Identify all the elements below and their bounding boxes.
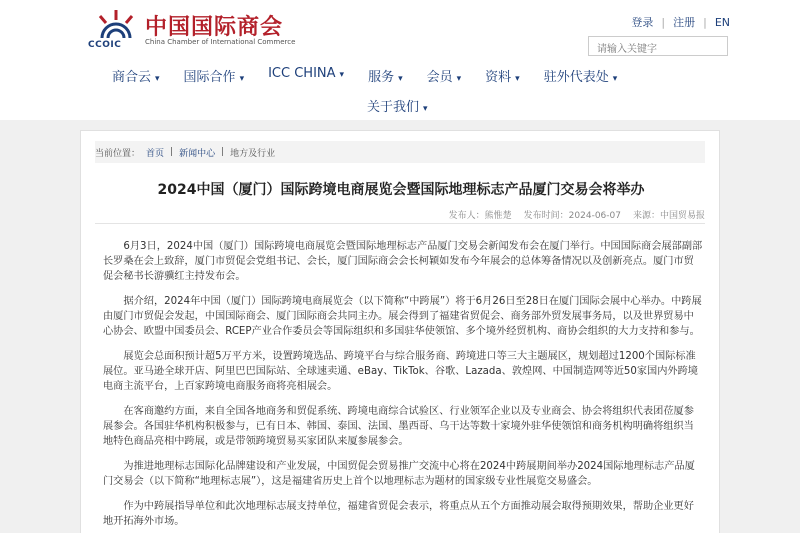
article-paragraph: 为推进地理标志国际化品牌建设和产业发展，中国贸促会贸易推广交流中心将在2024中跨展期间举办2024国际地理标志产品厦门交易会（以下简称“地理标志展”），这是福建省历史上首个以地理标志为题材的国家级专业性展览交易盛会。 [103,461,695,487]
main-nav-row2 [355,96,440,115]
nav-label: 资料 [485,70,512,85]
main-nav [100,66,629,85]
nav-label: 会员 [426,70,453,85]
chevron-down-icon: ▾ [423,104,428,114]
chevron-down-icon: ▾ [239,74,245,84]
article-meta [449,208,705,221]
article-paragraph: 在客商邀约方面，来自全国各地商务和贸促系统、跨境电商综合试验区、行业领军企业以及专业商会、协会将组织代表团莅厦参展参会。各国驻华机构积极参与，已有日本、韩国、泰国、法国、墨西哥、乌干达等数十家境外驻华使领馆和商务机构明确将组织当地特色商品亮相中跨展，或是带领跨境贸易买家团队来厦参展参会。 [103,406,694,447]
breadcrumb-prefix: 当前位置： [95,148,141,159]
article-paragraph: 作为中跨展指导单位和此次地理标志展支持单位，福建省贸促会表示，将重点从五个方面推动展会取得预期效果，帮助企业更好地开拓海外市场。 [103,501,694,527]
ccoic-logo-icon[interactable] [92,8,140,42]
logo-chinese-name[interactable]: 中国国际商会 [145,15,284,40]
chevron-down-icon: ▾ [515,74,520,84]
link-separator: | [661,15,666,29]
login-link[interactable]: 登录 [631,16,654,29]
link-separator: | [703,15,707,29]
site-header [0,0,800,120]
top-links [631,14,730,30]
article-source: 来源：中国贸易报 [632,211,705,221]
article-paragraph: 据介绍，2024年中国（厦门）国际跨境电商展览会（以下简称“中跨展”）将于6月26日至28日在厦门国际会展中心举办。中跨展由厦门市贸促会发起，中国国际商会、厦门国际商会共同主办。展会得到了福建省贸促会、商务部外贸发展事务局，以及世界贸易中心协会、欧盟中国委员会、RCEP产业合作委员会等国际组织和多国驻华使领馆、多个境外经贸机构、商协会组织的大力支持和参与。 [103,296,702,337]
register-link[interactable]: 注册 [673,16,696,29]
article-paragraph: 6月3日，2024中国（厦门）国际跨境电商展览会暨国际地理标志产品厦门交易会新闻发布会在厦门举行。中国国际商会展部副部长罗桑在会上致辞，厦门市贸促会党组书记、会长，厦门国际商会会长柯颖如发布今年展会的总体筹备情况以及创新亮点。厦门市贸促会秘书长游骥红主持发布会。 [103,241,703,282]
article-date: 发布时间：2024-06-07 [523,211,621,221]
divider [95,223,705,224]
nav-item-international-cooperation[interactable] [172,66,257,85]
nav-item-services[interactable] [356,66,415,85]
chevron-down-icon: ▾ [612,74,618,84]
nav-item-about-us[interactable] [355,96,440,115]
nav-item-members[interactable] [415,66,474,85]
chevron-down-icon: ▾ [339,70,345,80]
logo-english-name: China Chamber of International Commerce [145,38,296,46]
search-input[interactable] [589,41,727,59]
breadcrumb [95,141,705,163]
breadcrumb-news[interactable]: 新闻中心 [179,148,216,159]
article-author: 发布人：熊惟楚 [448,211,512,221]
chevron-down-icon: ▾ [398,74,403,84]
nav-label: 服务 [368,70,395,85]
breadcrumb-home[interactable]: 首页 [146,148,165,159]
language-en-link[interactable]: EN [714,15,730,29]
article-body [103,239,703,533]
breadcrumb-separator: | [170,147,174,157]
nav-label: 关于我们 [367,100,420,115]
nav-item-shangheyun[interactable] [100,66,172,85]
nav-label: 国际合作 [183,70,236,85]
nav-item-overseas-offices[interactable] [532,66,630,85]
chevron-down-icon: ▾ [456,74,462,84]
nav-label: 驻外代表处 [543,70,609,85]
nav-item-icc-china[interactable] [256,66,356,85]
nav-label: ICC CHINA [268,66,336,81]
chevron-down-icon: ▾ [155,74,160,84]
article-container [80,130,720,533]
breadcrumb-separator: | [221,147,225,157]
nav-label: 商合云 [112,70,152,85]
article-title: 2024中国（厦门）国际跨境电商展览会暨国际地理标志产品厦门交易会将举办 [157,182,645,198]
article-paragraph: 展览会总面积预计超5万平方米，设置跨境选品、跨境平台与综合服务商、跨境进口等三大主题展区，规划超过1200个国际标准展位。亚马逊全球开店、阿里巴巴国际站、全球速卖通、eBay、TikTok、谷歌、Lazada、敦煌网、中国制造网等近50家国内外跨境电商主流平台，上百家跨境电商服务商将亮相展会。 [103,351,698,392]
nav-item-resources[interactable] [473,66,532,85]
search-box [588,36,728,56]
breadcrumb-current[interactable]: 地方及行业 [230,148,276,159]
logo-abbreviation: CCOIC [88,40,122,50]
